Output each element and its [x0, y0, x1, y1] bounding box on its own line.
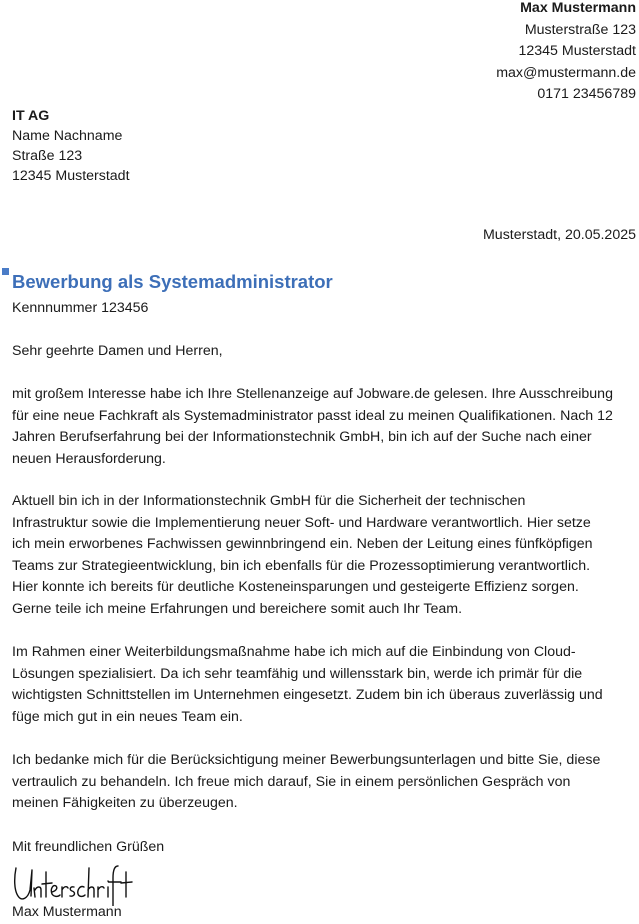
recipient-company: IT AG: [12, 108, 50, 124]
paragraph-line: Jahren Berufserfahrung bei der Informationstechnik GmbH, bin ich auf der Suche nach einer: [12, 429, 592, 446]
paragraph-line: für eine neue Fachkraft als Systemadministrator passt ideal zu meinen Qualifikationen. Nach 12: [12, 407, 613, 424]
paragraph-line: vertraulich zu behandeln. Ich freue mich darauf, Sie in einem persönlichen Gespräch von: [12, 773, 571, 790]
sender-city: 12345 Musterstadt: [518, 43, 636, 60]
paragraph-line: Teams zur Strategieentwicklung, bin ich ebenfalls für die Prozessoptimierung verantwortlich.: [12, 557, 591, 574]
body-paragraph-3: [12, 642, 639, 728]
body-paragraph-4: [12, 750, 639, 815]
sender-address-block: [496, 0, 636, 106]
letter-subject: Bewerbung als Systemadministrator: [12, 271, 333, 292]
paragraph-line: Hier konnte ich bereits für deutliche Kosteneinsparungen und gesteigerte Effizienz sorgen.: [12, 579, 579, 596]
subject-marker: [2, 268, 9, 275]
sender-phone: 0171 23456789: [537, 86, 636, 103]
body-paragraph-2: [12, 491, 639, 621]
paragraph-line: füge mich gut in ein neues Team ein.: [12, 708, 243, 725]
paragraph-line: mit großem Interesse habe ich Ihre Stellenanzeige auf Jobware.de gelesen. Ihre Ausschreibung: [12, 386, 613, 402]
letter-date: Musterstadt, 20.05.2025: [482, 227, 636, 243]
reference-number: Kennnummer 123456: [12, 300, 149, 316]
handwritten-signature: [10, 862, 136, 906]
sender-email: max@mustermann.de: [496, 64, 636, 81]
signer-name: Max Mustermann: [12, 904, 122, 920]
recipient-city: 12345 Musterstadt: [12, 168, 130, 184]
sender-street: Musterstraße 123: [524, 21, 636, 38]
paragraph-line: wichtigsten Schnittstellen im Unternehmen eingesetzt. Zudem bin ich überaus zuverlässig und: [12, 687, 603, 704]
closing-phrase: Mit freundlichen Grüßen: [12, 839, 165, 855]
paragraph-line: Ich bedanke mich für die Berücksichtigung meiner Bewerbungsunterlagen und bitte Sie, diese: [12, 752, 601, 768]
paragraph-line: Gerne teile ich meine Erfahrungen und bereichere somit auch Ihr Team.: [12, 600, 463, 617]
paragraph-line: ich mein erworbenes Fachwissen gewinnbringend ein. Neben der Leitung eines fünfköpfigen: [12, 536, 593, 553]
sender-name: Max Mustermann: [520, 0, 636, 16]
paragraph-line: meinen Fähigkeiten zu überzeugen.: [12, 795, 238, 812]
recipient-street: Straße 123: [12, 148, 83, 164]
recipient-contact: Name Nachname: [12, 128, 123, 144]
paragraph-line: neuen Herausforderung.: [12, 450, 166, 467]
body-paragraph-1: [12, 384, 639, 470]
recipient-address-block: [12, 106, 130, 186]
paragraph-line: Aktuell bin ich in der Informationstechnik GmbH für die Sicherheit der technischen: [12, 493, 526, 509]
salutation: Sehr geehrte Damen und Herren,: [12, 343, 223, 359]
paragraph-line: Im Rahmen einer Weiterbildungsmaßnahme habe ich mich auf die Einbindung von Cloud-: [12, 644, 576, 660]
paragraph-line: Lösungen spezialisiert. Da ich sehr teamfähig und willensstark bin, werde ich primär für die: [12, 665, 583, 682]
paragraph-line: Infrastruktur sowie die Implementierung neuer Soft- und Hardware verantwortlich. Hier setze: [12, 514, 591, 531]
